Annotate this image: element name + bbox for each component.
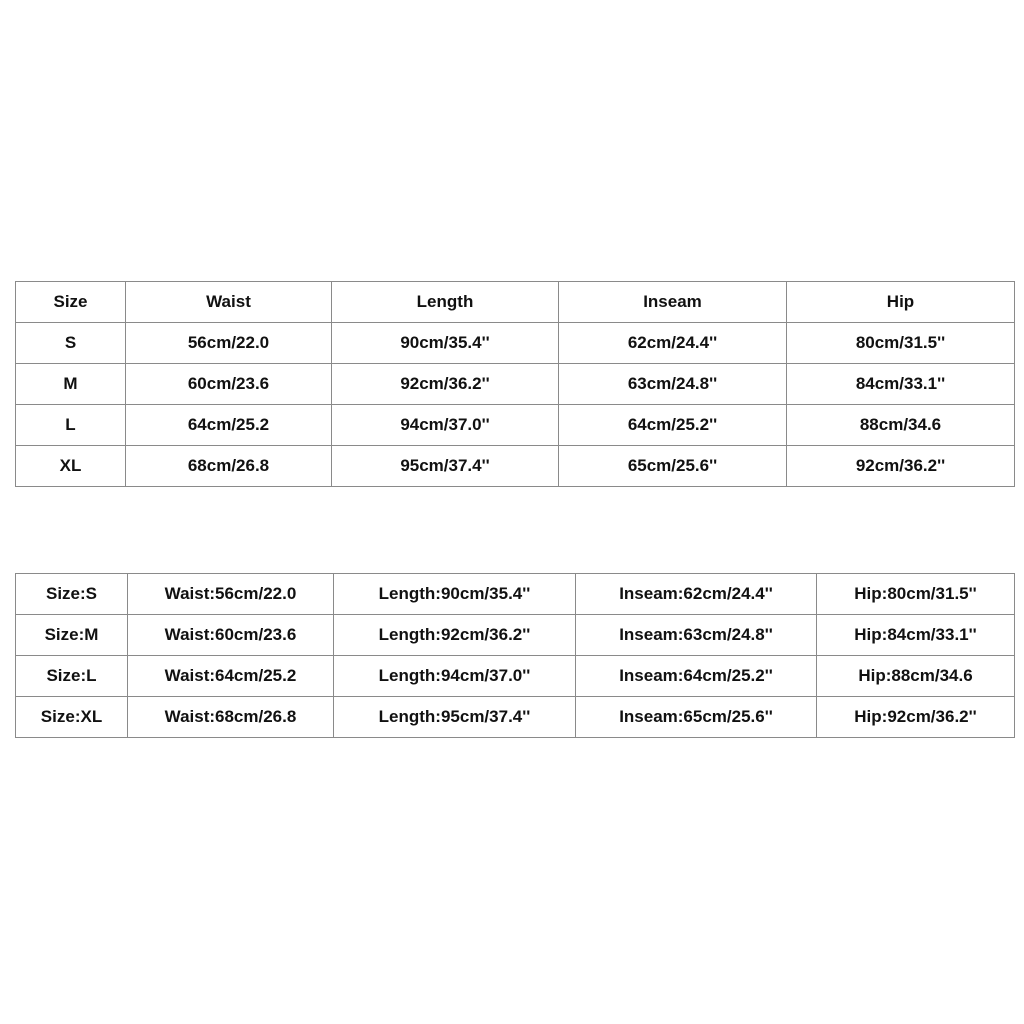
cell-inseam: Inseam:64cm/25.2'' xyxy=(576,656,817,697)
cell-hip: 88cm/34.6 xyxy=(787,405,1015,446)
header-waist: Waist xyxy=(126,282,332,323)
cell-inseam: Inseam:63cm/24.8'' xyxy=(576,615,817,656)
cell-length: 90cm/35.4'' xyxy=(332,323,559,364)
header-inseam: Inseam xyxy=(559,282,787,323)
table-row xyxy=(16,405,1015,446)
cell-hip: 92cm/36.2'' xyxy=(787,446,1015,487)
size-chart-table xyxy=(15,281,1015,487)
cell-length: Length:94cm/37.0'' xyxy=(334,656,576,697)
cell-waist: Waist:60cm/23.6 xyxy=(128,615,334,656)
cell-length: Length:90cm/35.4'' xyxy=(334,574,576,615)
cell-length: Length:95cm/37.4'' xyxy=(334,697,576,738)
cell-waist: 60cm/23.6 xyxy=(126,364,332,405)
cell-size: S xyxy=(16,323,126,364)
header-length: Length xyxy=(332,282,559,323)
cell-length: 95cm/37.4'' xyxy=(332,446,559,487)
cell-size: Size:S xyxy=(16,574,128,615)
cell-waist: Waist:64cm/25.2 xyxy=(128,656,334,697)
cell-inseam: Inseam:62cm/24.4'' xyxy=(576,574,817,615)
header-hip: Hip xyxy=(787,282,1015,323)
cell-hip: Hip:92cm/36.2'' xyxy=(817,697,1015,738)
cell-size: Size:XL xyxy=(16,697,128,738)
cell-hip: Hip:88cm/34.6 xyxy=(817,656,1015,697)
cell-hip: Hip:84cm/33.1'' xyxy=(817,615,1015,656)
cell-length: 92cm/36.2'' xyxy=(332,364,559,405)
labeled-size-chart-table xyxy=(15,573,1015,738)
cell-length: 94cm/37.0'' xyxy=(332,405,559,446)
cell-size: XL xyxy=(16,446,126,487)
cell-inseam: 65cm/25.6'' xyxy=(559,446,787,487)
table-row xyxy=(16,615,1015,656)
cell-length: Length:92cm/36.2'' xyxy=(334,615,576,656)
cell-size: M xyxy=(16,364,126,405)
table-row xyxy=(16,697,1015,738)
cell-waist: 56cm/22.0 xyxy=(126,323,332,364)
cell-inseam: 64cm/25.2'' xyxy=(559,405,787,446)
cell-hip: 84cm/33.1'' xyxy=(787,364,1015,405)
cell-hip: Hip:80cm/31.5'' xyxy=(817,574,1015,615)
table-header-row xyxy=(16,282,1015,323)
cell-inseam: Inseam:65cm/25.6'' xyxy=(576,697,817,738)
table-row xyxy=(16,364,1015,405)
cell-size: L xyxy=(16,405,126,446)
table-row xyxy=(16,574,1015,615)
table-row xyxy=(16,446,1015,487)
cell-inseam: 63cm/24.8'' xyxy=(559,364,787,405)
table-row xyxy=(16,656,1015,697)
cell-waist: Waist:56cm/22.0 xyxy=(128,574,334,615)
cell-inseam: 62cm/24.4'' xyxy=(559,323,787,364)
cell-hip: 80cm/31.5'' xyxy=(787,323,1015,364)
cell-waist: 68cm/26.8 xyxy=(126,446,332,487)
table-row xyxy=(16,323,1015,364)
cell-size: Size:M xyxy=(16,615,128,656)
cell-waist: Waist:68cm/26.8 xyxy=(128,697,334,738)
cell-waist: 64cm/25.2 xyxy=(126,405,332,446)
header-size: Size xyxy=(16,282,126,323)
cell-size: Size:L xyxy=(16,656,128,697)
